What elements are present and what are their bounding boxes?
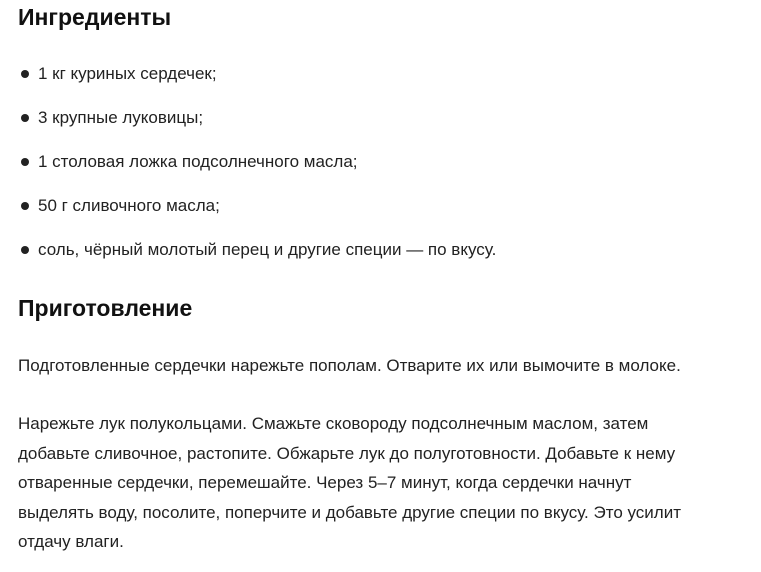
bullet-icon xyxy=(21,246,29,254)
ingredient-text: 50 г сливочного масла; xyxy=(38,196,220,215)
paragraph-line: добавьте сливочное, растопите. Обжарьте лук до полуготовности. Добавьте к нему xyxy=(18,443,676,463)
list-item xyxy=(18,103,496,147)
paragraph-line: отваренные сердечки, перемешайте. Через 5–7 минут, когда сердечки начнут xyxy=(18,473,632,492)
bullet-icon xyxy=(21,158,29,166)
ingredients-list xyxy=(18,59,496,279)
preparation-heading: Приготовление xyxy=(18,295,193,321)
ingredient-text: 3 крупные луковицы; xyxy=(38,108,204,127)
ingredient-text: 1 кг куриных сердечек; xyxy=(38,64,217,83)
ingredient-text: 1 столовая ложка подсолнечного масла; xyxy=(38,152,358,171)
paragraph-line: Нарежьте лук полукольцами. Смажьте сковороду подсолнечным маслом, затем xyxy=(18,414,649,433)
list-item xyxy=(18,191,496,235)
list-item xyxy=(18,147,496,191)
bullet-icon xyxy=(21,202,29,210)
paragraph-line: выделять воду, посолите, поперчите и добавьте другие специи по вкусу. Это усилит xyxy=(18,502,681,522)
list-item xyxy=(18,235,496,279)
list-item xyxy=(18,59,496,103)
preparation-paragraph-1: Подготовленные сердечки нарежьте пополам. Отварите их или вымочите в молоке. xyxy=(18,356,681,375)
bullet-icon xyxy=(21,114,29,122)
preparation-paragraph-2 xyxy=(18,409,748,557)
ingredient-text: соль, чёрный молотый перец и другие специи — по вкусу. xyxy=(38,240,497,259)
ingredients-heading: Ингредиенты xyxy=(18,4,172,30)
paragraph-line: отдачу влаги. xyxy=(18,532,124,551)
bullet-icon xyxy=(21,70,29,78)
